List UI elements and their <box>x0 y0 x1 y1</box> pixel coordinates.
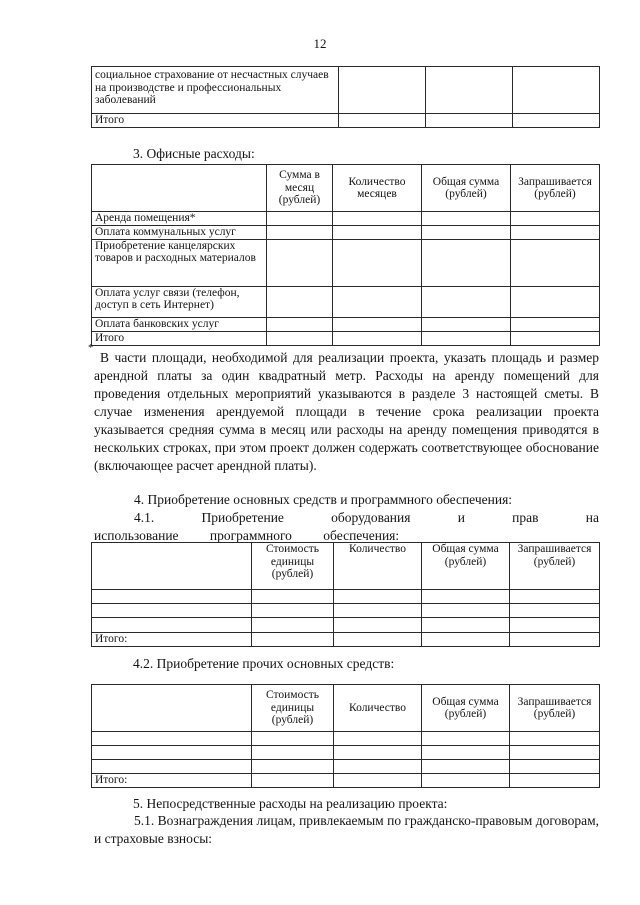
cell[interactable] <box>422 746 510 760</box>
cell[interactable] <box>511 239 600 286</box>
header-unit-cost: Стоимость единицы (рублей) <box>252 543 334 590</box>
table-row <box>92 114 600 128</box>
cell[interactable] <box>267 331 333 345</box>
table-row <box>92 212 600 226</box>
cell[interactable] <box>422 774 510 788</box>
header-sum-month: Сумма в месяц (рублей) <box>267 165 333 212</box>
cell[interactable] <box>334 604 422 618</box>
cell[interactable] <box>426 114 513 128</box>
row-label: Итого: <box>92 774 252 788</box>
cell[interactable] <box>422 633 510 647</box>
row-label: Приобретение канцелярских товаров и расходных материалов <box>92 239 267 286</box>
cell[interactable] <box>333 226 422 240</box>
table-office-expenses <box>91 164 600 346</box>
cell[interactable] <box>511 286 600 317</box>
table-row <box>92 760 600 774</box>
cell[interactable] <box>511 226 600 240</box>
table-row <box>92 331 600 345</box>
cell[interactable] <box>334 774 422 788</box>
cell[interactable] <box>510 604 600 618</box>
cell[interactable] <box>339 114 426 128</box>
table-row <box>92 226 600 240</box>
cell[interactable] <box>252 746 334 760</box>
cell[interactable] <box>339 67 426 114</box>
cell[interactable] <box>92 590 252 604</box>
page-number: 12 <box>313 36 327 51</box>
cell[interactable] <box>510 774 600 788</box>
cell[interactable] <box>510 760 600 774</box>
cell[interactable] <box>267 239 333 286</box>
row-label: Оплата услуг связи (телефон, доступ в сеть Интернет) <box>92 286 267 317</box>
section5-1-heading: 5.1. Вознаграждения лицам, привлекаемым по гражданско-правовым договорам, и страховые взносы: <box>94 813 599 846</box>
table-row <box>92 604 600 618</box>
header-unit-cost: Стоимость единицы (рублей) <box>252 685 334 732</box>
cell[interactable] <box>422 317 511 331</box>
footnote-text: В части площади, необходимой для реализации проекта, указать площадь и размер арендной платы за один квадратный метр. Расходы на аренду помещений для проведения отдельных мероприятий указываются в разделе 3 настоящей сметы. В случае изменения арендуемой площади в течение срока реализации проекта указывается средняя сумма в месяц или расходы на аренду помещения приводятся в нескольких строках, при этом проект должен содержать соответствующее обоснование (включающее расчет арендной платы). <box>94 350 599 473</box>
cell[interactable] <box>252 774 334 788</box>
cell[interactable] <box>511 331 600 345</box>
table-row <box>92 590 600 604</box>
cell[interactable] <box>422 732 510 746</box>
cell[interactable] <box>334 760 422 774</box>
cell[interactable] <box>333 212 422 226</box>
cell[interactable] <box>422 226 511 240</box>
cell[interactable] <box>252 618 334 633</box>
row-label: Аренда помещения* <box>92 212 267 226</box>
table-header-row <box>92 165 600 212</box>
row-label: Оплата банковских услуг <box>92 317 267 331</box>
table-row <box>92 774 600 788</box>
table-row <box>92 317 600 331</box>
cell[interactable] <box>422 239 511 286</box>
cell[interactable] <box>92 732 252 746</box>
row-label: Оплата коммунальных услуг <box>92 226 267 240</box>
cell[interactable] <box>422 331 511 345</box>
cell[interactable] <box>267 212 333 226</box>
cell[interactable] <box>333 331 422 345</box>
header-requested: Запрашивается (рублей) <box>511 165 600 212</box>
section3-heading: 3. Офисные расходы: <box>133 146 255 161</box>
cell[interactable] <box>510 618 600 633</box>
cell[interactable] <box>92 604 252 618</box>
section4-1-heading: 4.1. Приобретение оборудования и прав на использование программного обеспечения: <box>94 510 599 543</box>
cell[interactable] <box>422 212 511 226</box>
header-total: Общая сумма (рублей) <box>422 165 511 212</box>
cell[interactable] <box>92 746 252 760</box>
header-blank <box>92 165 267 212</box>
table-row <box>92 746 600 760</box>
cell[interactable] <box>422 604 510 618</box>
cell[interactable] <box>252 633 334 647</box>
header-requested: Запрашивается (рублей) <box>510 543 600 590</box>
row-label: социальное страхование от несчастных случаев на производстве и профессиональных заболеваний <box>92 67 339 114</box>
footnote-mark: * <box>88 342 94 354</box>
cell[interactable] <box>334 732 422 746</box>
cell[interactable] <box>334 618 422 633</box>
table-header-row <box>92 685 600 732</box>
cell[interactable] <box>422 760 510 774</box>
cell[interactable] <box>422 286 511 317</box>
header-total: Общая сумма (рублей) <box>422 543 510 590</box>
cell[interactable] <box>252 760 334 774</box>
cell[interactable] <box>333 286 422 317</box>
cell[interactable] <box>510 633 600 647</box>
cell[interactable] <box>510 590 600 604</box>
cell[interactable] <box>333 239 422 286</box>
table-row <box>92 239 600 286</box>
cell[interactable] <box>334 590 422 604</box>
header-blank <box>92 685 252 732</box>
cell[interactable] <box>422 618 510 633</box>
cell[interactable] <box>334 633 422 647</box>
header-quantity: Количество <box>334 543 422 590</box>
section5-heading: 5. Непосредственные расходы на реализацию проекта: <box>133 796 448 811</box>
cell[interactable] <box>252 604 334 618</box>
cell[interactable] <box>513 114 600 128</box>
header-blank <box>92 543 252 590</box>
cell[interactable] <box>92 760 252 774</box>
header-total: Общая сумма (рублей) <box>422 685 510 732</box>
cell[interactable] <box>510 732 600 746</box>
table-equipment <box>91 542 600 647</box>
row-label: Итого: <box>92 633 252 647</box>
cell[interactable] <box>513 67 600 114</box>
cell[interactable] <box>267 226 333 240</box>
row-label: Итого <box>92 114 339 128</box>
cell[interactable] <box>267 286 333 317</box>
table-header-row <box>92 543 600 590</box>
cell[interactable] <box>252 732 334 746</box>
cell[interactable] <box>511 212 600 226</box>
table-row <box>92 732 600 746</box>
table-other-assets <box>91 684 600 788</box>
table-row <box>92 618 600 633</box>
table-row <box>92 633 600 647</box>
table-row <box>92 67 600 114</box>
cell[interactable] <box>334 746 422 760</box>
cell[interactable] <box>422 590 510 604</box>
section4-2-heading: 4.2. Приобретение прочих основных средств: <box>133 656 395 671</box>
header-quantity: Количество <box>334 685 422 732</box>
cell[interactable] <box>511 317 600 331</box>
table-row <box>92 286 600 317</box>
cell[interactable] <box>267 317 333 331</box>
header-months: Количество месяцев <box>333 165 422 212</box>
section4-heading: 4. Приобретение основных средств и программного обеспечения: <box>134 492 513 507</box>
table-insurance <box>91 66 600 128</box>
cell[interactable] <box>92 618 252 633</box>
cell[interactable] <box>333 317 422 331</box>
cell[interactable] <box>252 590 334 604</box>
cell[interactable] <box>426 67 513 114</box>
row-label: Итого <box>92 331 267 345</box>
cell[interactable] <box>510 746 600 760</box>
header-requested: Запрашивается (рублей) <box>510 685 600 732</box>
